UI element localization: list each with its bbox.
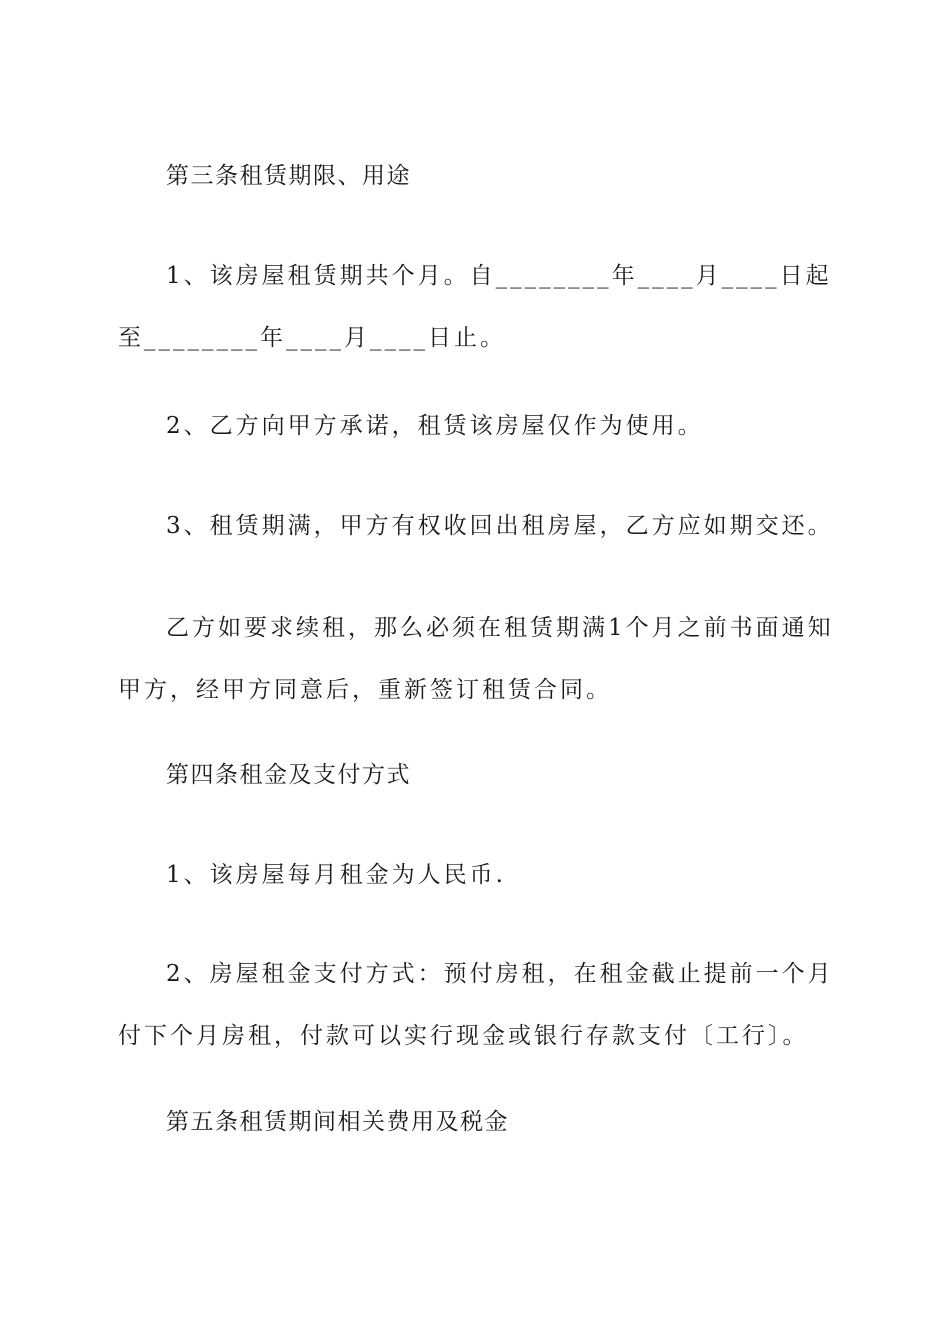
clause-4-2-payment-method: 2、房屋租金支付方式：预付房租，在租金截止提前一个月付下个月房租，付款可以实行现金或银行存款支付〔工行〕。 [118,961,834,1049]
clause-3-1-lease-term: 1、该房屋租赁期共个月。自________年____月____日起至________年____月____日止。 [118,263,832,351]
section-heading-article-5: 第五条租赁期间相关费用及税金 [166,1109,509,1135]
section-heading-article-3: 第三条租赁期限、用途 [166,163,411,189]
clause-4-1-rent-amount: 1、该房屋每月租金为人民币. [166,862,506,888]
section-heading-article-4: 第四条租金及支付方式 [166,762,411,788]
clause-3-renewal: 乙方如要求续租，那么必须在租赁期满1个月之前书面通知甲方，经甲方同意后，重新签订租赁合同。 [118,615,834,703]
clause-3-3-expiry: 3、租赁期满，甲方有权收回出租房屋，乙方应如期交还。 [166,513,834,539]
clause-3-2-usage: 2、乙方向甲方承诺，租赁该房屋仅作为使用。 [166,413,704,439]
